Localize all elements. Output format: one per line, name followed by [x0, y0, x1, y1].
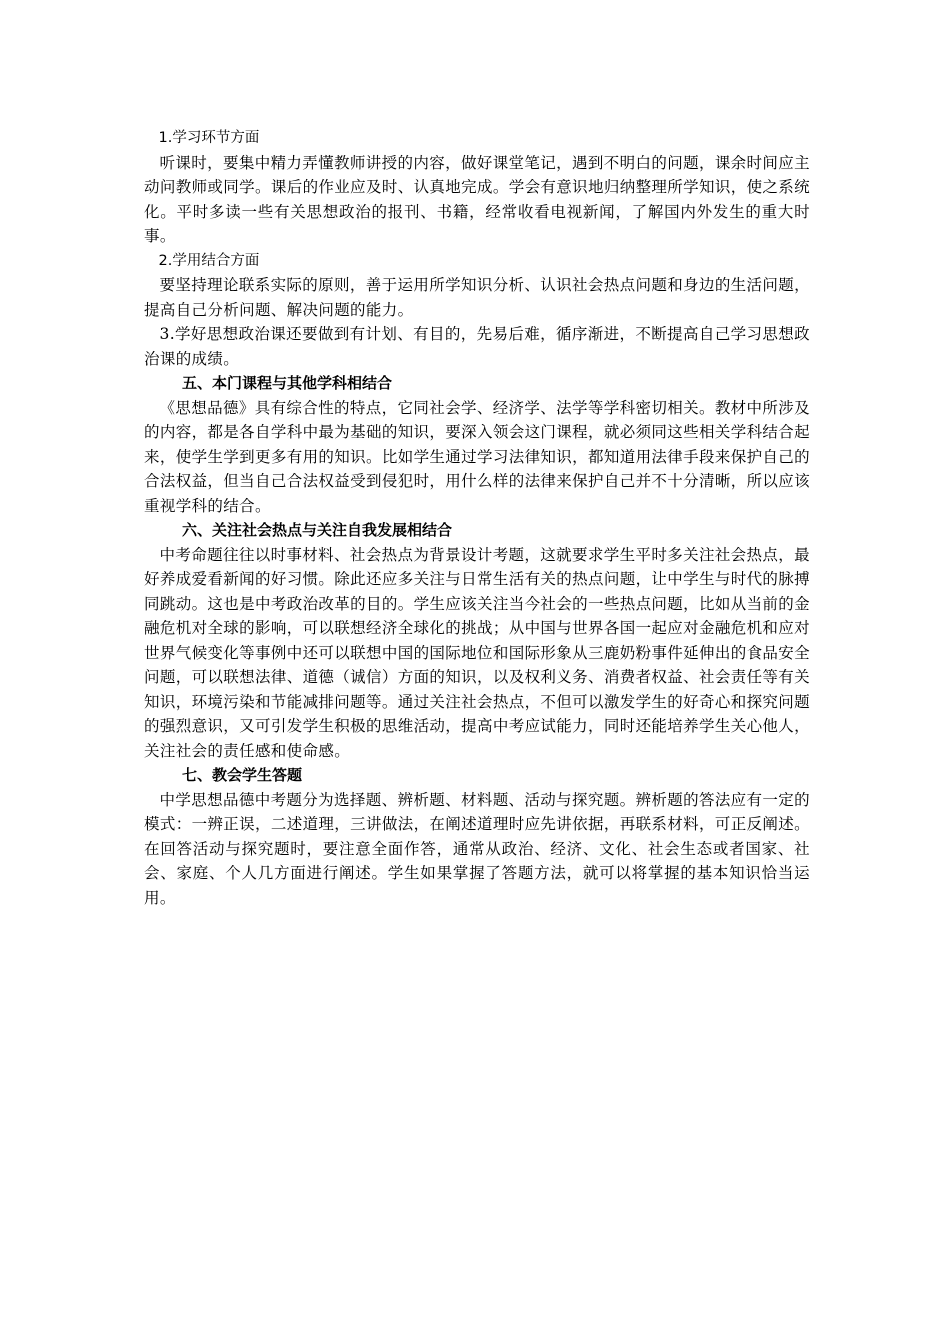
document-body: [144, 126, 810, 910]
paragraph-planned-study: 3.学好思想政治课还要做到有计划、有目的，先易后难，循序渐进，不断提高自己学习思想政治课的成绩。: [144, 325, 810, 368]
paragraph-section-5: 《思想品德》具有综合性的特点，它同社会学、经济学、法学等学科密切相关。教材中所涉及的内容，都是各自学科中最为基础的知识，要深入领会这门课程，就必须同这些相关学科结合起来，使学生学到更多有用的知识。比如学生通过学习法律知识，都知道用法律手段来保护自己的合法权益，但当自己合法权益受到侵犯时，用什么样的法律来保护自己并不十分清晰，所以应该重视学科的结合。: [144, 398, 810, 515]
paragraph-section-6: 中考命题往往以时事材料、社会热点为背景设计考题，这就要求学生平时多关注社会热点，最好养成爱看新闻的好习惯。除此还应多关注与日常生活有关的热点问题，让中学生与时代的脉搏同跳动。这也是中考政治改革的目的。学生应该关注当今社会的一些热点问题，比如从当前的金融危机对全球的影响，可以联想经济全球化的挑战；从中国与世界各国一起应对金融危机和应对世界气候变化等事例中还可以联想中国的国际地位和国际形象从三鹿奶粉事件延伸出的食品安全问题，可以联想法律、道德（诚信）方面的知识，以及权利义务、消费者权益、社会责任等有关知识，环境污染和节能减排问题等。通过关注社会热点，不但可以激发学生的好奇心和探究问题的强烈意识，又可引发学生积极的思维活动，提高中考应试能力，同时还能培养学生关心他人，关注社会的责任感和使命感。: [144, 545, 810, 760]
section-title-6: 六、关注社会热点与关注自我发展相结合: [182, 521, 453, 539]
section-title-7: 七、教会学生答题: [182, 766, 303, 784]
subheading-study-process: 1.学习环节方面: [158, 130, 260, 146]
section-title-5: 五、本门课程与其他学科相结合: [182, 374, 393, 392]
paragraph-section-7: 中学思想品德中考题分为选择题、辨析题、材料题、活动与探究题。辨析题的答法应有一定的模式：一辨正误，二述道理，三讲做法，在阐述道理时应先讲依据，再联系材料，可正反阐述。在回答活动与探究题时，要注意全面作答，通常从政治、经济、文化、社会生态或者国家、社会、家庭、个人几方面进行阐述。学生如果掌握了答题方法，就可以将掌握的基本知识恰当运用。: [144, 790, 810, 907]
paragraph-study-process: 听课时，要集中精力弄懂教师讲授的内容，做好课堂笔记，遇到不明白的问题，课余时间应主动问教师或同学。课后的作业应及时、认真地完成。学会有意识地归纳整理所学知识，使之系统化。平时多读一些有关思想政治的报刊、书籍，经常收看电视新闻，了解国内外发生的重大时事。: [144, 153, 810, 245]
subheading-theory-practice: 2.学用结合方面: [158, 252, 260, 269]
paragraph-theory-practice: 要坚持理论联系实际的原则，善于运用所学知识分析、认识社会热点问题和身边的生活问题，提高自己分析问题、解决问题的能力。: [144, 276, 810, 319]
